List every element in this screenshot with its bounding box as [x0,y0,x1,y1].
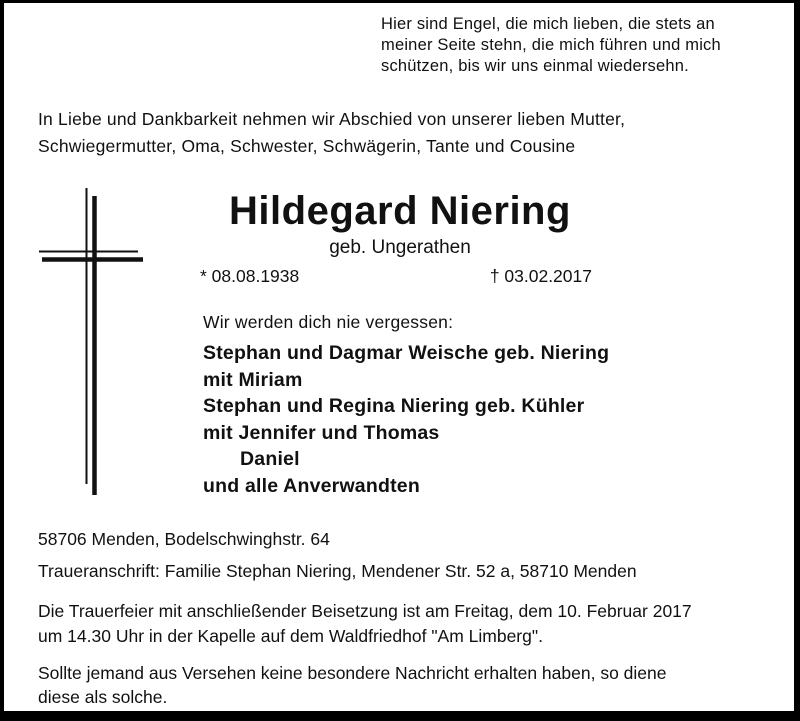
note-line: Sollte jemand aus Versehen keine besondere Nachricht erhalten haben, so diene [38,663,667,683]
farewell-lead: Wir werden dich nie vergessen: [203,312,454,332]
funeral-details [38,599,692,649]
birth-date: * 08.08.1938 [200,266,300,286]
intro-line: In Liebe und Dankbarkeit nehmen wir Abschied von unserer lieben Mutter, [38,109,626,129]
closing-note [38,661,666,709]
intro-text [38,106,625,160]
memorial-cross-icon [30,183,148,499]
note-line: diese als solche. [38,687,168,707]
mourner-line: mit Jennifer und Thomas [203,421,440,444]
funeral-line: Die Trauerfeier mit anschließender Beisetzung ist am Freitag, dem 10. Februar 2017 [38,601,692,621]
funeral-line: um 14.30 Uhr in der Kapelle auf dem Waldfriedhof "Am Limberg". [38,626,543,646]
mourner-line: Stephan und Regina Niering geb. Kühler [203,395,585,418]
memorial-verse [381,14,721,77]
deceased-block [200,188,600,259]
life-dates [200,265,592,288]
mourner-line: Stephan und Dagmar Weische geb. Niering [203,342,610,364]
verse-line: Hier sind Engel, die mich lieben, die stets an [381,15,715,33]
verse-line: meiner Seite stehn, die mich führen und mich [381,36,721,54]
mourner-line: Daniel [240,448,300,471]
mourner-line: und alle Anverwandten [203,474,420,497]
death-date: † 03.02.2017 [489,266,592,286]
intro-line: Schwiegermutter, Oma, Schwester, Schwägerin, Tante und Cousine [38,136,576,156]
verse-line: schützen, bis wir uns einmal wiedersehn. [381,57,689,75]
mourning-address: Traueranschrift: Familie Stephan Niering, Mendener Str. 52 a, 58710 Menden [38,561,637,581]
maiden-name: geb. Ungerathen [329,237,471,258]
deceased-name: Hildegard Niering [229,189,571,233]
mourner-line: mit Miriam [203,368,303,391]
home-address: 58706 Menden, Bodelschwinghstr. 64 [38,529,330,549]
mourners-list [203,340,609,500]
